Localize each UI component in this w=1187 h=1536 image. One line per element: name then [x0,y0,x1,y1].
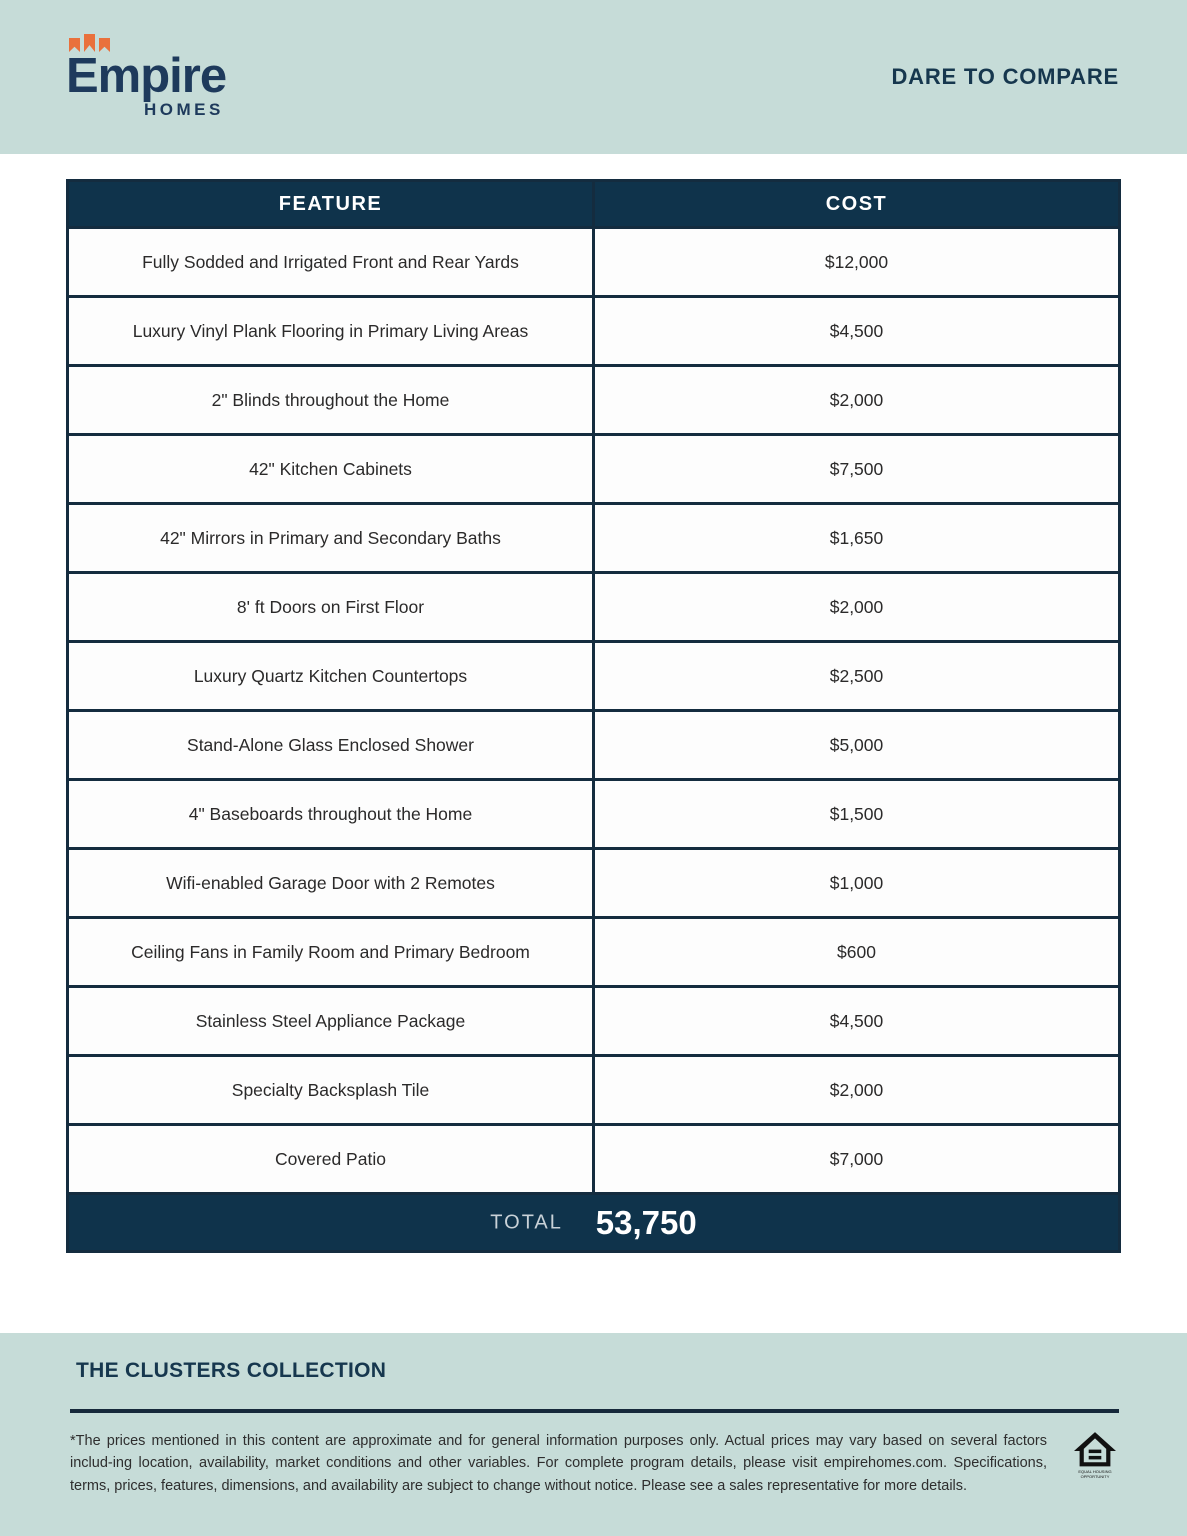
feature-cell: Specialty Backsplash Tile [68,1056,594,1125]
disclaimer-row [70,1430,1119,1497]
feature-cost-table [66,179,1121,1253]
cost-cell: $4,500 [594,297,1120,366]
cost-cell: $2,000 [594,366,1120,435]
feature-cell: 2" Blinds throughout the Home [68,366,594,435]
feature-cell: Luxury Vinyl Plank Flooring in Primary Living Areas [68,297,594,366]
cost-cell: $2,000 [594,1056,1120,1125]
total-cell [68,1194,1120,1252]
table-row [68,711,1120,780]
equal-housing-house-icon [1074,1432,1116,1470]
table-row [68,504,1120,573]
feature-cell: Covered Patio [68,1125,594,1194]
table-row [68,1125,1120,1194]
cost-cell: $5,000 [594,711,1120,780]
feature-cell: 42" Mirrors in Primary and Secondary Baths [68,504,594,573]
total-row [68,1194,1120,1252]
footer-band [0,1333,1187,1536]
feature-cell: Fully Sodded and Irrigated Front and Rear Yards [68,228,594,297]
table-row [68,642,1120,711]
cost-cell: $1,650 [594,504,1120,573]
feature-cell: Luxury Quartz Kitchen Countertops [68,642,594,711]
cost-cell: $1,500 [594,780,1120,849]
feature-cell: 4" Baseboards throughout the Home [68,780,594,849]
feature-cell: Stand-Alone Glass Enclosed Shower [68,711,594,780]
column-header-cost: COST [594,181,1120,228]
cost-cell: $7,000 [594,1125,1120,1194]
feature-cell: 8' ft Doors on First Floor [68,573,594,642]
table-row [68,918,1120,987]
feature-cell: 42" Kitchen Cabinets [68,435,594,504]
equal-housing-label-line2: OPPORTUNITY [1080,1473,1110,1479]
column-header-feature: FEATURE [68,181,594,228]
table-row [68,780,1120,849]
tagline-text: DARE TO COMPARE [891,64,1119,89]
equal-housing-label-line1: EQUAL HOUSING [1078,1469,1112,1474]
total-value: 53,750 [595,1203,697,1241]
table-row [68,849,1120,918]
cost-cell: $2,500 [594,642,1120,711]
collection-title: THE CLUSTERS COLLECTION [76,1359,387,1382]
disclaimer-text: *The prices mentioned in this content are approximate and for general information purposes only. Actual prices may vary based on several factors includ-ing location, availability, market conditions and other variables. For complete program details, please visit empirehomes.com. Specifications, terms, prices, features, dimensions, and availability are subject to change without notice. Please see a sales representative for more details. [70,1433,1047,1494]
content-area [0,154,1187,1253]
header-band [0,0,1187,154]
feature-cell: Wifi-enabled Garage Door with 2 Remotes [68,849,594,918]
table-row [68,435,1120,504]
logo-brand-text: Empire [66,49,227,104]
equal-housing-opportunity-logo [1071,1432,1119,1480]
total-label: TOTAL [490,1211,563,1233]
empire-homes-logo [66,34,226,120]
table-row [68,987,1120,1056]
table-row [68,228,1120,297]
cost-cell: $4,500 [594,987,1120,1056]
cost-cell: $600 [594,918,1120,987]
feature-cell: Stainless Steel Appliance Package [68,987,594,1056]
footer-divider [70,1409,1119,1413]
feature-cell: Ceiling Fans in Family Room and Primary Bedroom [68,918,594,987]
cost-cell: $2,000 [594,573,1120,642]
table-header-row [68,181,1120,228]
cost-cell: $12,000 [594,228,1120,297]
table-row [68,1056,1120,1125]
table-row [68,366,1120,435]
logo-sub-text: HOMES [144,99,224,119]
feature-rows [68,228,1120,1194]
table-row [68,573,1120,642]
cost-cell: $1,000 [594,849,1120,918]
cost-cell: $7,500 [594,435,1120,504]
table-row [68,297,1120,366]
